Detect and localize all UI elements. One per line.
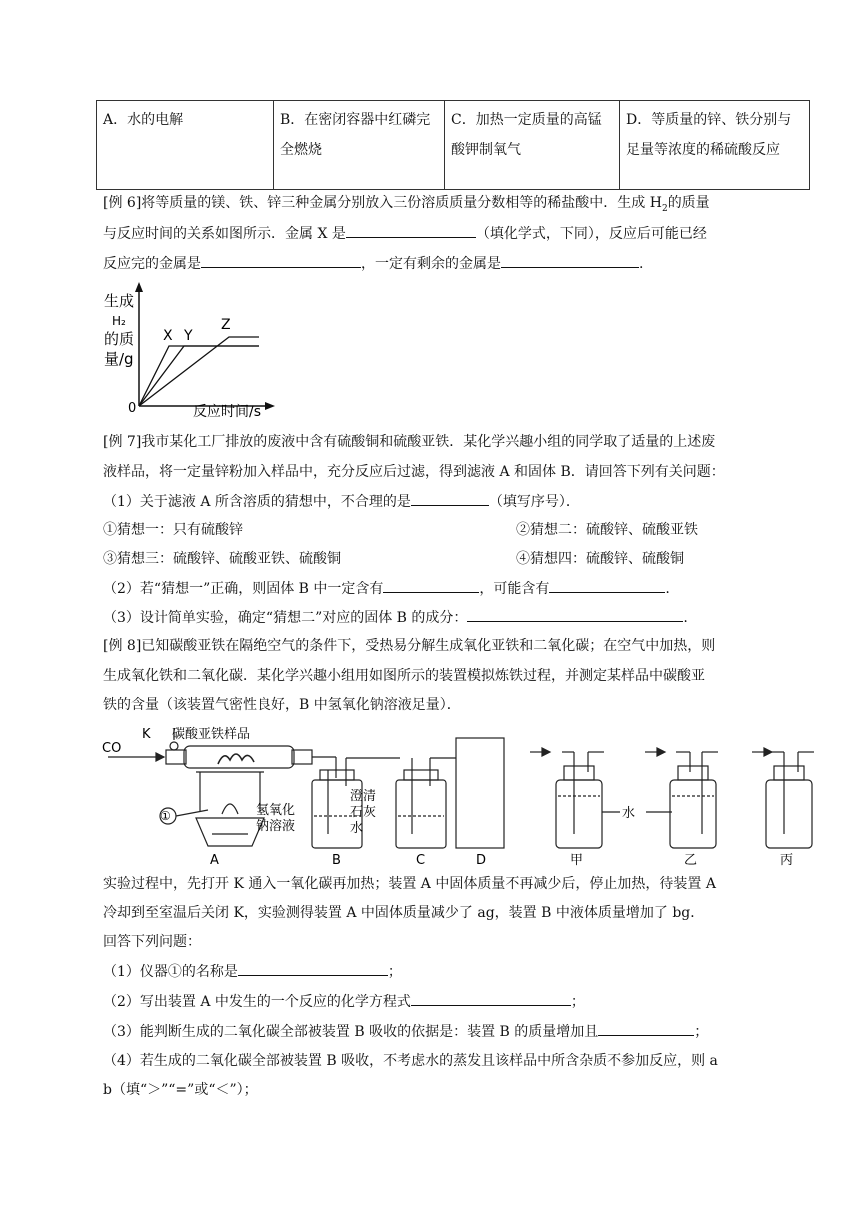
ex7-guess-row2: ③猜想三：硫酸锌、硫酸亚铁、硫酸铜 ④猜想四：硫酸锌、硫酸铜 xyxy=(103,551,684,567)
water-label: 水 xyxy=(622,806,636,821)
ylabel-1: 生成 xyxy=(104,292,135,310)
ex6-line2: 与反应时间的关系如图所示．金属 X 是 （填化学式，下同），反应后可能已经 xyxy=(103,223,707,244)
ex7-q2: （2）若“猜想一”正确，则固体 B 中一定含有 ，可能含有 . xyxy=(103,578,670,599)
blank-must-contain[interactable] xyxy=(383,578,479,593)
blank-may-contain[interactable] xyxy=(549,578,665,593)
label-b: B xyxy=(332,853,341,868)
origin-label: 0 xyxy=(128,401,137,416)
option-a: A．水的电解 xyxy=(97,101,274,190)
ex8-q4: （4）若生成的二氧化碳全部被装置 B 吸收，不考虑水的蒸发且该样品中所含杂质不参加反应，则 a xyxy=(103,1053,718,1069)
ex8-line2: 生成氧化铁和二氧化碳．某化学兴趣小组用如图所示的装置模拟炼铁过程，并测定某样品中碳酸亚 xyxy=(103,668,705,684)
ex6-line3: 反应完的金属是 ，一定有剩余的金属是 . xyxy=(103,253,643,274)
blank-remaining-metal[interactable] xyxy=(501,253,639,268)
label-jia: 甲 xyxy=(570,853,584,868)
y-axis-arrow xyxy=(135,282,143,292)
ex7-q3: （3）设计简单实验，确定“猜想二”对应的固体 B 的成分： . xyxy=(103,607,688,628)
ex6-line1: [例 6]将等质量的镁、铁、锌三种金属分别放入三份溶质质量分数相等的稀盐酸中．生成 $H_2$的质量 xyxy=(103,195,710,214)
series-line-x xyxy=(139,346,259,406)
blank-equation[interactable] xyxy=(411,991,571,1006)
blank-experiment[interactable] xyxy=(467,607,683,622)
label-bing: 丙 xyxy=(780,853,794,868)
series-label-z: Z xyxy=(221,317,231,333)
label-d: D xyxy=(476,853,487,868)
lime-label-1: 澄清 xyxy=(350,789,377,804)
series-label-y: Y xyxy=(184,328,193,344)
ex8-p2: 冷却到至室温后关闭 K，实验测得装置 A 中固体质量减少了 ag，装置 B 中液体质量增加了 bg． xyxy=(103,905,705,921)
apparatus-diagram xyxy=(100,722,820,870)
ex7-q1: （1）关于滤液 A 所含溶质的猜想中，不合理的是 （填写序号）． xyxy=(103,491,580,512)
blank-reacted-metal[interactable] xyxy=(201,253,361,268)
ex8-line3: 铁的含量（该装置气密性良好，B 中氢氧化钠溶液足量）． xyxy=(103,697,461,713)
lime-label-2: 石灰 xyxy=(350,805,377,820)
naoh-label-2: 钠溶液 xyxy=(256,819,296,834)
label-yi: 乙 xyxy=(684,853,698,868)
ex8-q1: （1）仪器①的名称是 ； xyxy=(103,961,402,982)
lime-label-3: 水 xyxy=(350,821,364,836)
ex7-guess-row1: ①猜想一：只有硫酸锌 ②猜想二：硫酸锌、硫酸亚铁 xyxy=(103,522,698,538)
ex8-p1: 实验过程中，先打开 K 通入一氧化碳再加热；装置 A 中固体质量不再减少后，停止加热，待装置 A xyxy=(103,876,716,892)
series-label-x: X xyxy=(163,328,173,344)
series-line-y xyxy=(139,346,259,406)
ex8-q4b: b（填“＞”“=”或“＜”）； xyxy=(103,1082,258,1098)
ex8-q3: （3）能判断生成的二氧化碳全部被装置 B 吸收的依据是：装置 B 的质量增加且 ； xyxy=(103,1021,708,1042)
ex7-line2: 液样品，将一定量锌粉加入样品中，充分反应后过滤，得到滤液 A 和固体 B．请回答下列有关问题： xyxy=(103,464,725,480)
h2-chart xyxy=(95,280,285,420)
naoh-label-1: 氢氧化 xyxy=(256,803,296,818)
series-line-z xyxy=(139,337,259,406)
ex8-line1: [例 8]已知碳酸亚铁在隔绝空气的条件下，受热易分解生成氧化亚铁和二氧化碳；在空气中加热，则 xyxy=(103,638,716,654)
blank-instrument[interactable] xyxy=(238,961,388,976)
series-group xyxy=(139,317,259,406)
k-label: K xyxy=(142,727,151,742)
option-b: B．在密闭容器中红磷完全燃烧 xyxy=(274,101,445,190)
x-axis-arrow xyxy=(265,402,275,410)
ylabel-2: H₂ xyxy=(112,314,126,328)
ex8-p3: 回答下列问题： xyxy=(103,934,201,950)
xlabel: 反应时间/s xyxy=(193,404,262,420)
option-d: D．等质量的锌、铁分别与足量等浓度的稀硫酸反应 xyxy=(620,101,810,190)
blank-unreasonable[interactable] xyxy=(411,491,489,506)
ex7-line1: [例 7]我市某化工厂排放的废液中含有硫酸铜和硫酸亚铁．某化学兴趣小组的同学取了适量的上述废 xyxy=(103,434,716,450)
label-c: C xyxy=(416,853,426,868)
option-c: C．加热一定质量的高锰酸钾制氧气 xyxy=(445,101,620,190)
ylabel-4: 量/g xyxy=(104,350,134,368)
sample-label: 碳酸亚铁样品 xyxy=(172,727,251,742)
options-table xyxy=(96,100,810,190)
blank-metal-x[interactable] xyxy=(346,223,476,238)
circle1-label: ① xyxy=(160,809,171,823)
ex8-q2: （2）写出装置 A 中发生的一个反应的化学方程式 ； xyxy=(103,991,585,1012)
ylabel-3: 的质 xyxy=(104,330,135,348)
co-label: CO xyxy=(102,741,122,756)
label-a: A xyxy=(210,853,219,868)
blank-evidence[interactable] xyxy=(598,1021,694,1036)
